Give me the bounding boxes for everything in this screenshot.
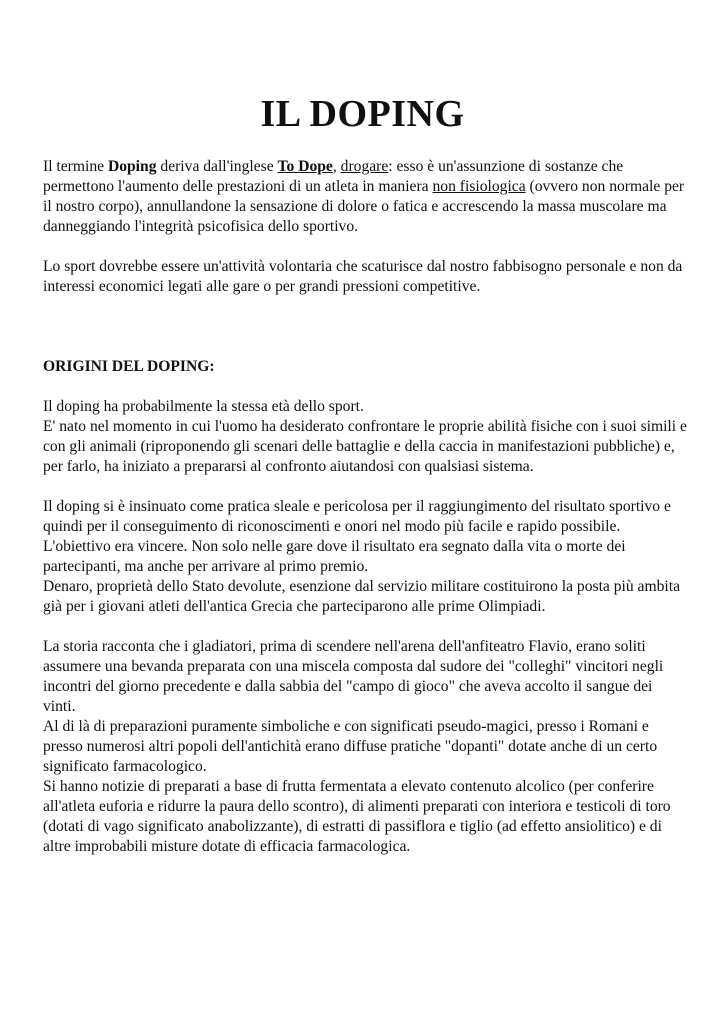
document-body xyxy=(43,157,688,877)
intro-text: , xyxy=(332,158,341,175)
intro-text: deriva dall'inglese xyxy=(156,158,278,175)
intro-paragraph-2: Lo sport dovrebbe essere un'attività volontaria che scaturisce dal nostro fabbisogno personale e non da interessi economici legati alle gare o per grandi pressioni competitive. xyxy=(43,258,683,295)
page-title: IL DOPING xyxy=(260,93,465,135)
term-drogare: drogare xyxy=(340,158,389,175)
intro-text: : esso è un'assunzione di sostanze che permettono l'aumento delle prestazioni di un atleta in maniera xyxy=(43,158,624,195)
origini-paragraph-2: Il doping si è insinuato come pratica sleale e pericolosa per il raggiungimento del risultato sportivo e quindi per il conseguimento di riconoscimenti e onori nel modo più facile e rapido possibile. L'obiettivo era vincere. Non solo nelle gare dove il risultato era segnato dalla vita o morte dei partecipanti, ma anche per arrivare al primo premio. Denaro, proprietà dello Stato devolute, esenzione dal servizio militare costituirono la posta più ambita già per i giovani atleti dell'antica Grecia che parteciparono alle prime Olimpiadi. xyxy=(43,498,680,615)
origini-paragraph-1: Il doping ha probabilmente la stessa età dello sport. E' nato nel momento in cui l'uomo ha desiderato confrontare le proprie abilità fisiche con i suoi simili e con gli animali (riproponendo gli scenari delle battaglie e della caccia in manifestazioni pubbliche) e, per farlo, ha iniziato a prepararsi al confronto aiutandosi con qualsiasi sistema. xyxy=(43,398,687,475)
section-heading-origini: ORIGINI DEL DOPING: xyxy=(43,358,215,375)
term-to-dope: To Dope xyxy=(277,158,333,175)
intro-text: (ovvero non normale per il nostro corpo), annullandone la sensazione di dolore o fatica e accrescendo la massa muscolare ma danneggiando l'integrità psicofisica dello sportivo. xyxy=(43,178,685,235)
term-non-fisiologica: non fisiologica xyxy=(432,178,526,195)
term-doping: Doping xyxy=(107,158,157,175)
intro-paragraph-1 xyxy=(43,157,688,237)
intro-text: Il termine xyxy=(43,158,108,175)
origini-paragraph-3: La storia racconta che i gladiatori, prima di scendere nell'arena dell'anfiteatro Flavio, erano soliti assumere una bevanda preparata con una miscela composta dal sudore dei "colleghi" vincitori negli incontri del giorno precedente e dalla sabbia del "campo di gioco" che aveva accolto il sangue dei vinti. Al di là di preparazioni puramente simboliche e con significati pseudo-magici, presso i Romani e presso numerosi altri popoli dell'antichità erano diffuse pratiche "dopanti" dotate anche di un certo significato farmacologico. Si hanno notizie di preparati a base di frutta fermentata a elevato contenuto alcolico (per conferire all'atleta euforia e ridurre la paura dello scontro), di alimenti preparati con interiora e testicoli di toro (dotati di vago significato anabolizzante), di estratti di passiflora e tiglio (ad effetto ansiolitico) e di altre improbabili misture dotate di efficacia farmacologica. xyxy=(43,638,671,855)
section-spacer xyxy=(43,317,688,357)
